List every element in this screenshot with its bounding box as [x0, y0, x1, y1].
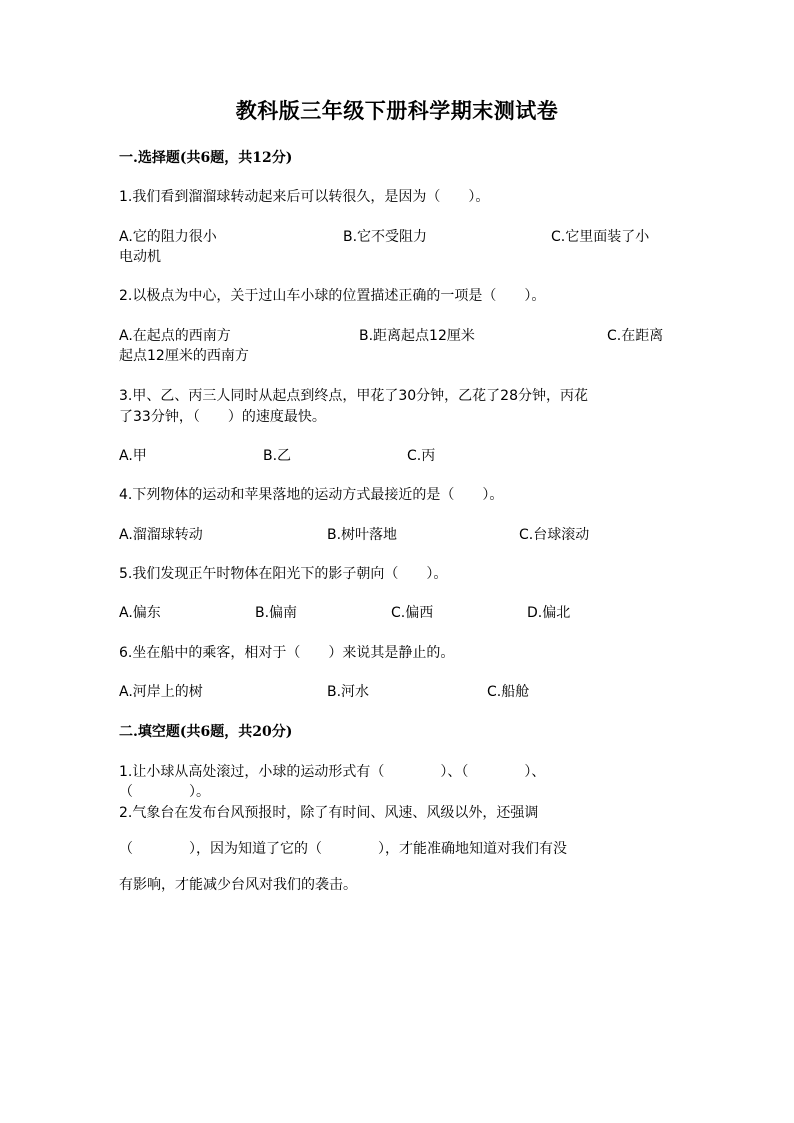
section2-heading: 二.填空题(共6题，共20分): [119, 724, 293, 740]
fill-question-2: 2.气象台在发布台风预报时，除了有时间、风速、风级以外，还强调: [119, 805, 539, 821]
q1-option-c: C.它里面装了小: [551, 229, 650, 245]
q2-option-a: A.在起点的西南方: [119, 328, 231, 344]
q5-option-c: C.偏西: [391, 605, 434, 621]
q5-option-d: D.偏北: [527, 605, 571, 621]
q6-option-b: B.河水: [327, 684, 370, 700]
q4-option-c: C.台球滚动: [519, 527, 590, 543]
question-3-cont: 了33分钟，（ ）的速度最快。: [119, 409, 326, 425]
q3-option-b: B.乙: [263, 448, 292, 464]
question-6: 6.坐在船中的乘客，相对于（ ）来说其是静止的。: [119, 645, 455, 661]
q1-option-c-wrap: 电动机: [119, 249, 161, 265]
question-3: 3.甲、乙、丙三人同时从起点到终点，甲花了30分钟，乙花了28分钟，丙花: [119, 388, 588, 404]
q2-option-c-wrap: 起点12厘米的西南方: [119, 348, 249, 364]
fill-question-1: 1.让小球从高处滚过，小球的运动形式有（ ）、（ ）、: [119, 764, 546, 780]
q3-option-c: C.丙: [407, 448, 436, 464]
fill-question-1-cont: （ ）。: [119, 784, 210, 800]
q1-option-b: B.它不受阻力: [343, 229, 428, 245]
question-4: 4.下列物体的运动和苹果落地的运动方式最接近的是（ ）。: [119, 487, 504, 503]
q4-option-b: B.树叶落地: [327, 527, 398, 543]
fill-question-2-cont: （ ），因为知道了它的（ ），才能准确地知道对我们有没: [119, 841, 567, 857]
q2-option-c: C.在距离: [607, 328, 664, 344]
q5-option-b: B.偏南: [255, 605, 298, 621]
q2-option-b: B.距离起点12厘米: [359, 328, 475, 344]
q5-option-a: A.偏东: [119, 605, 161, 621]
question-1: 1.我们看到溜溜球转动起来后可以转很久，是因为（ ）。: [119, 189, 490, 205]
question-5: 5.我们发现正午时物体在阳光下的影子朝向（ ）。: [119, 566, 448, 582]
q1-option-a: A.它的阻力很小: [119, 229, 217, 245]
q4-option-a: A.溜溜球转动: [119, 527, 203, 543]
q6-option-c: C.船舱: [487, 684, 530, 700]
q3-option-a: A.甲: [119, 448, 147, 464]
question-2: 2.以极点为中心，关于过山车小球的位置描述正确的一项是（ ）。: [119, 288, 546, 304]
section1-heading: 一.选择题(共6题，共12分): [119, 150, 293, 166]
fill-question-2-end: 有影响，才能减少台风对我们的袭击。: [119, 877, 357, 893]
q6-option-a: A.河岸上的树: [119, 684, 203, 700]
page-title: 教科版三年级下册科学期末测试卷: [235, 98, 559, 123]
